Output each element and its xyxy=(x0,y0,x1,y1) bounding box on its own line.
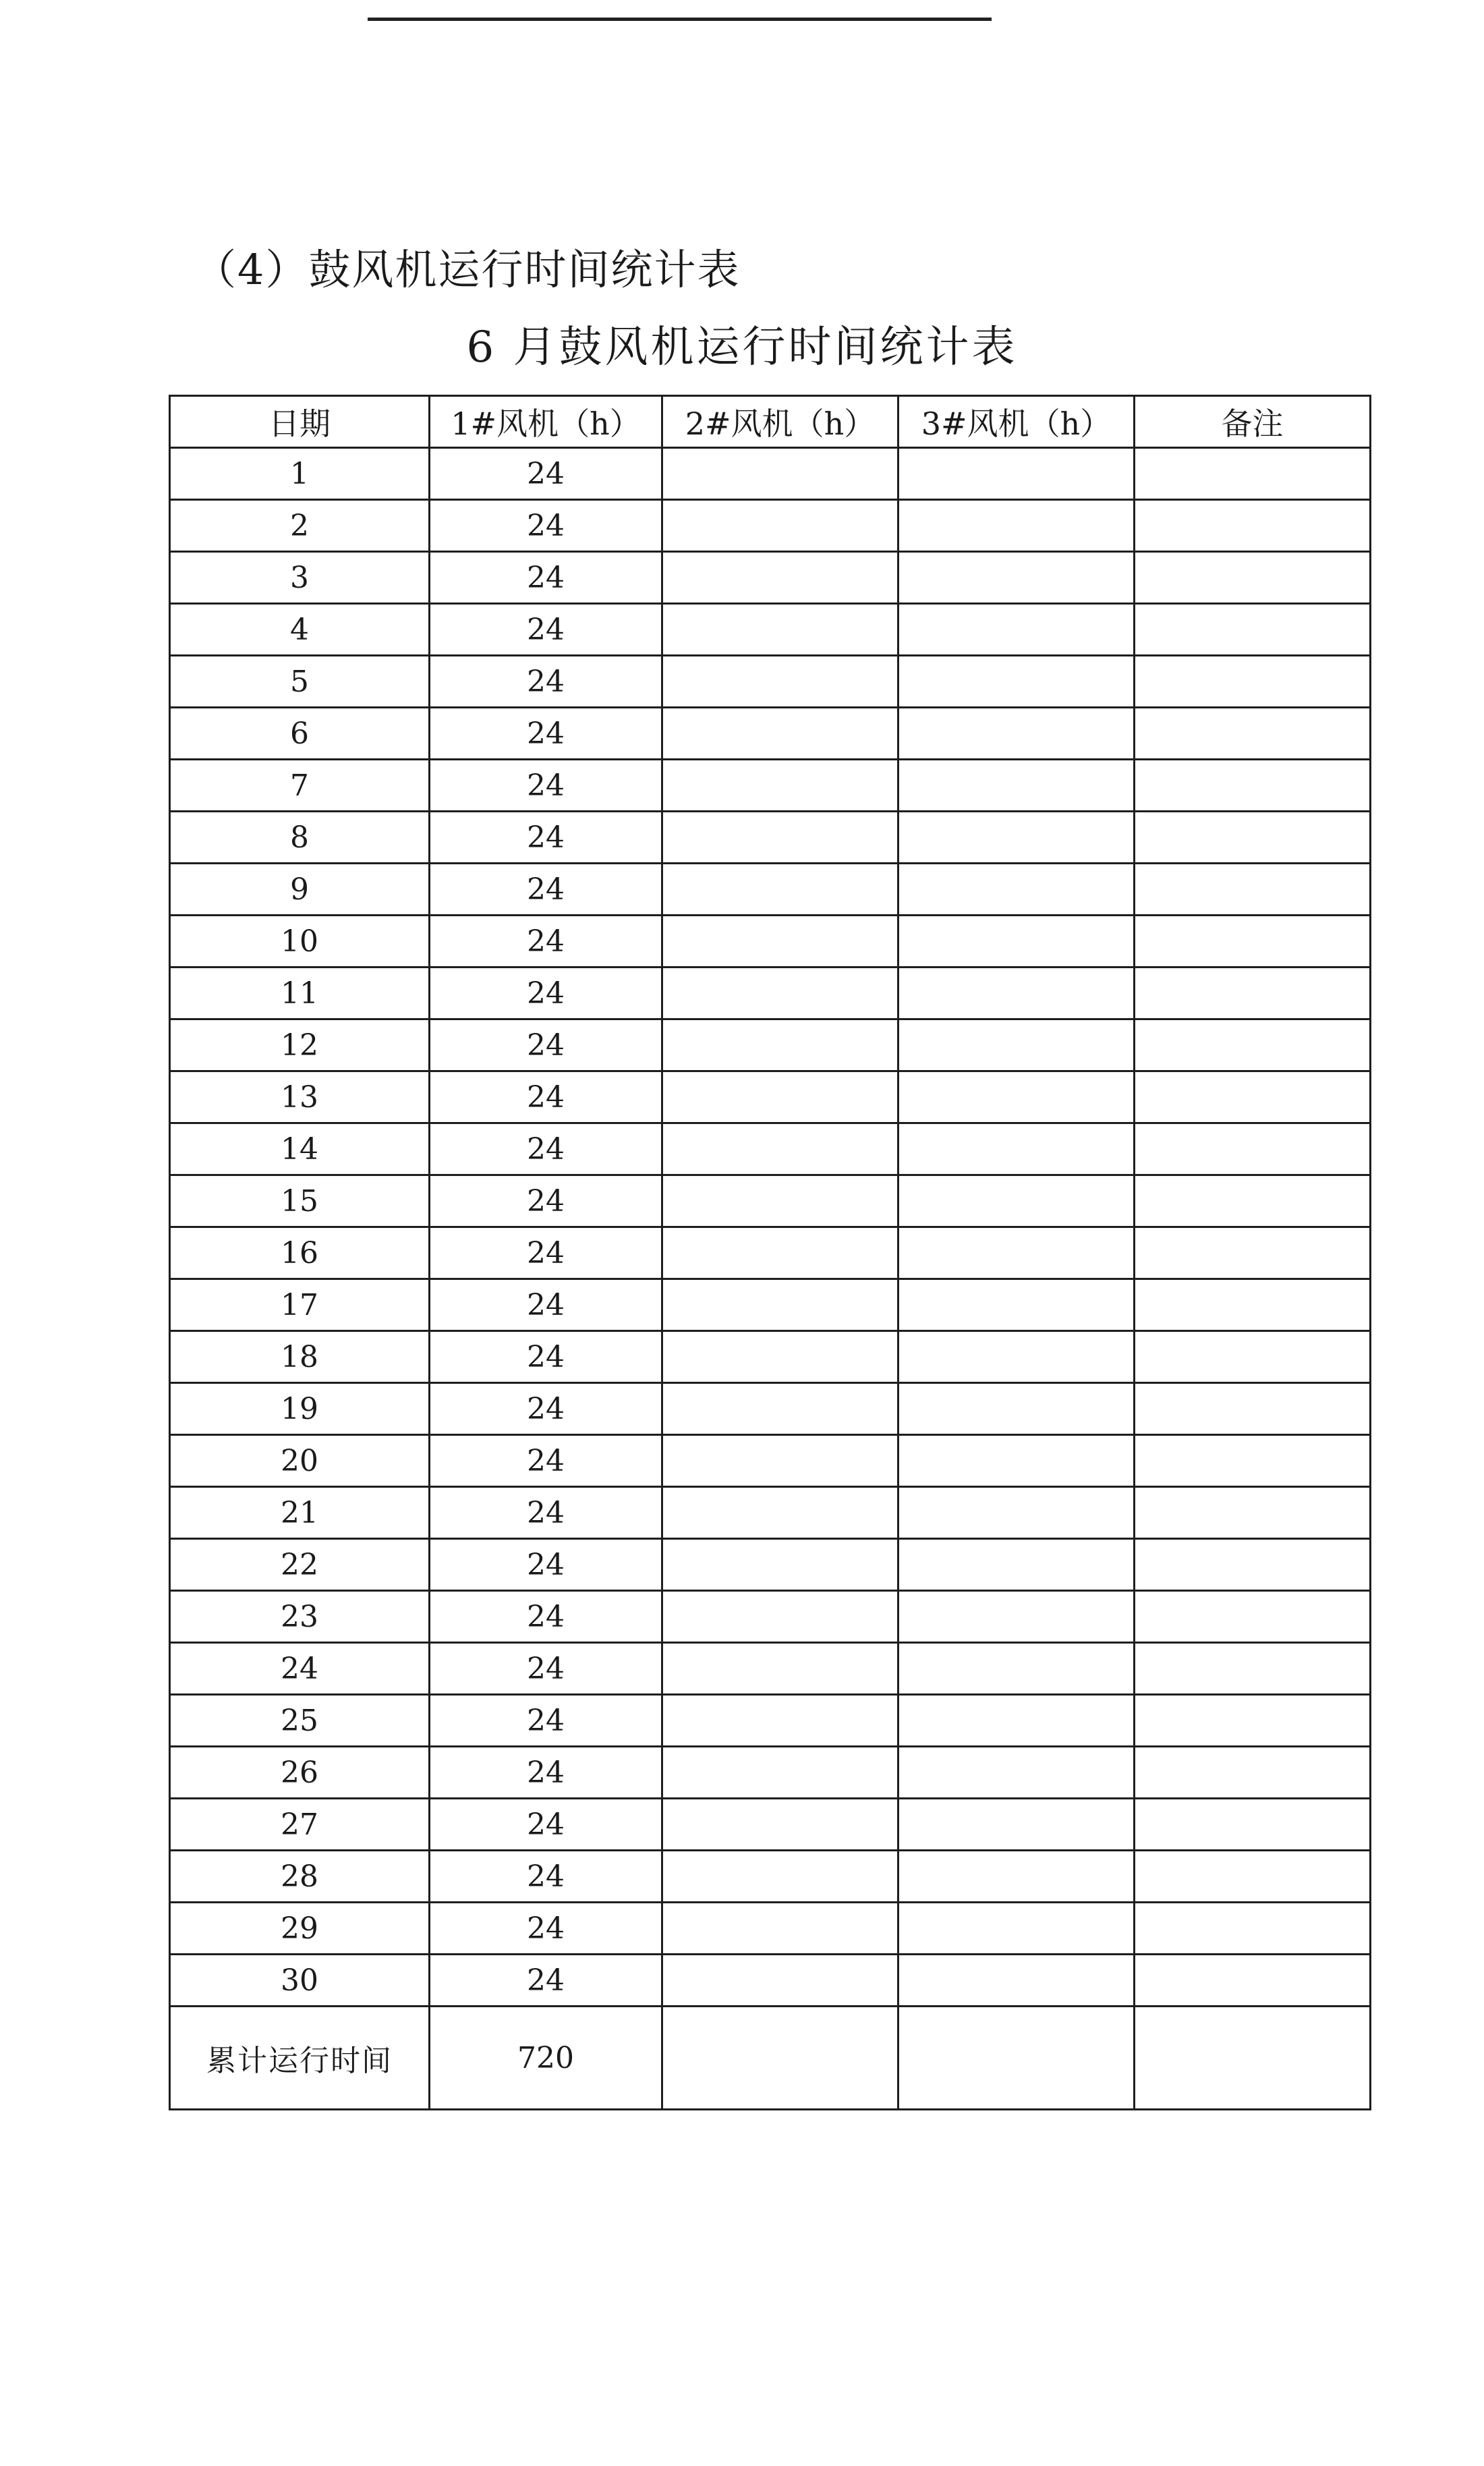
cell-fan3 xyxy=(898,1903,1135,1955)
cell-fan1: 24 xyxy=(430,1227,662,1279)
cell-fan3 xyxy=(898,760,1135,812)
cell-fan1: 24 xyxy=(430,864,662,916)
cell-day: 19 xyxy=(170,1383,430,1435)
table-row xyxy=(170,1071,1371,1123)
summary-fan1: 720 xyxy=(430,2007,662,2110)
cell-day: 3 xyxy=(170,552,430,604)
cell-note xyxy=(1135,1591,1371,1643)
cell-fan1: 24 xyxy=(430,916,662,968)
cell-note xyxy=(1135,812,1371,864)
table-row xyxy=(170,1435,1371,1487)
table-row xyxy=(170,1175,1371,1227)
cell-note xyxy=(1135,1903,1371,1955)
cell-day: 25 xyxy=(170,1695,430,1747)
cell-day: 16 xyxy=(170,1227,430,1279)
cell-day: 15 xyxy=(170,1175,430,1227)
cell-day: 28 xyxy=(170,1851,430,1903)
cell-fan2 xyxy=(662,1591,898,1643)
summary-label: 累计运行时间 xyxy=(170,2007,430,2110)
cell-fan3 xyxy=(898,1643,1135,1695)
cell-note xyxy=(1135,1747,1371,1799)
col-header-note: 备注 xyxy=(1135,396,1371,448)
cell-day: 7 xyxy=(170,760,430,812)
table-row xyxy=(170,1851,1371,1903)
cell-day: 9 xyxy=(170,864,430,916)
table-row xyxy=(170,552,1371,604)
cell-day: 6 xyxy=(170,708,430,760)
cell-day: 2 xyxy=(170,500,430,552)
cell-note xyxy=(1135,1851,1371,1903)
cell-note xyxy=(1135,1227,1371,1279)
table-row xyxy=(170,448,1371,500)
cell-fan3 xyxy=(898,1799,1135,1851)
table-row xyxy=(170,1123,1371,1175)
cell-fan2 xyxy=(662,500,898,552)
table-row xyxy=(170,968,1371,1019)
cell-fan3 xyxy=(898,552,1135,604)
cell-fan1: 24 xyxy=(430,552,662,604)
cell-fan3 xyxy=(898,656,1135,708)
cell-fan2 xyxy=(662,1695,898,1747)
cell-fan1: 24 xyxy=(430,448,662,500)
cell-fan3 xyxy=(898,1487,1135,1539)
cell-fan2 xyxy=(662,1019,898,1071)
cell-note xyxy=(1135,1487,1371,1539)
cell-fan1: 24 xyxy=(430,968,662,1019)
cell-fan3 xyxy=(898,1435,1135,1487)
cell-fan2 xyxy=(662,1487,898,1539)
cell-fan3 xyxy=(898,864,1135,916)
cell-fan2 xyxy=(662,1799,898,1851)
cell-note xyxy=(1135,604,1371,656)
cell-day: 12 xyxy=(170,1019,430,1071)
table-title: 6 月鼓风机运行时间统计表 xyxy=(466,323,1018,372)
cell-fan3 xyxy=(898,1019,1135,1071)
cell-fan2 xyxy=(662,1331,898,1383)
cell-fan1: 24 xyxy=(430,1591,662,1643)
header-row xyxy=(170,396,1371,448)
cell-fan2 xyxy=(662,1955,898,2007)
cell-fan3 xyxy=(898,1383,1135,1435)
cell-fan1: 24 xyxy=(430,1435,662,1487)
cell-note xyxy=(1135,552,1371,604)
table-row xyxy=(170,1383,1371,1435)
table-row xyxy=(170,656,1371,708)
cell-note xyxy=(1135,968,1371,1019)
cell-note xyxy=(1135,1279,1371,1331)
cell-day: 13 xyxy=(170,1071,430,1123)
cell-fan2 xyxy=(662,552,898,604)
cell-fan2 xyxy=(662,812,898,864)
cell-note xyxy=(1135,1643,1371,1695)
table-row xyxy=(170,604,1371,656)
cell-day: 21 xyxy=(170,1487,430,1539)
table-row xyxy=(170,916,1371,968)
cell-fan3 xyxy=(898,1539,1135,1591)
col-header-date: 日期 xyxy=(170,396,430,448)
cell-fan1: 24 xyxy=(430,760,662,812)
cell-fan3 xyxy=(898,1851,1135,1903)
cell-fan1: 24 xyxy=(430,604,662,656)
cell-fan3 xyxy=(898,1591,1135,1643)
cell-fan1: 24 xyxy=(430,812,662,864)
cell-fan1: 24 xyxy=(430,1175,662,1227)
cell-fan1: 24 xyxy=(430,1799,662,1851)
cell-note xyxy=(1135,1175,1371,1227)
cell-fan1: 24 xyxy=(430,1279,662,1331)
cell-day: 17 xyxy=(170,1279,430,1331)
table-row xyxy=(170,708,1371,760)
summary-fan3 xyxy=(898,2007,1135,2110)
cell-fan1: 24 xyxy=(430,1071,662,1123)
cell-day: 20 xyxy=(170,1435,430,1487)
cell-day: 10 xyxy=(170,916,430,968)
cell-note xyxy=(1135,864,1371,916)
table-row xyxy=(170,1903,1371,1955)
cell-fan2 xyxy=(662,1851,898,1903)
cell-fan3 xyxy=(898,1071,1135,1123)
cell-note xyxy=(1135,1331,1371,1383)
cell-note xyxy=(1135,448,1371,500)
cell-note xyxy=(1135,656,1371,708)
cell-day: 11 xyxy=(170,968,430,1019)
table-row xyxy=(170,760,1371,812)
cell-fan1: 24 xyxy=(430,1123,662,1175)
cell-fan2 xyxy=(662,1279,898,1331)
table-row xyxy=(170,864,1371,916)
table-row xyxy=(170,812,1371,864)
cell-fan1: 24 xyxy=(430,1539,662,1591)
cell-fan2 xyxy=(662,1071,898,1123)
cell-day: 26 xyxy=(170,1747,430,1799)
cell-fan3 xyxy=(898,968,1135,1019)
cell-fan2 xyxy=(662,916,898,968)
cell-note xyxy=(1135,1799,1371,1851)
cell-fan3 xyxy=(898,448,1135,500)
cell-fan3 xyxy=(898,1747,1135,1799)
cell-day: 5 xyxy=(170,656,430,708)
cell-fan2 xyxy=(662,1747,898,1799)
summary-fan2 xyxy=(662,2007,898,2110)
table-row xyxy=(170,1591,1371,1643)
cell-fan1: 24 xyxy=(430,1695,662,1747)
cell-fan1: 24 xyxy=(430,1331,662,1383)
table-row xyxy=(170,1227,1371,1279)
cell-fan1: 24 xyxy=(430,1747,662,1799)
runtime-table xyxy=(169,395,1371,2110)
table-row xyxy=(170,1695,1371,1747)
cell-day: 14 xyxy=(170,1123,430,1175)
table-row xyxy=(170,1955,1371,2007)
col-header-fan3: 3#风机（h） xyxy=(898,396,1135,448)
cell-fan2 xyxy=(662,656,898,708)
cell-day: 24 xyxy=(170,1643,430,1695)
table-row xyxy=(170,1487,1371,1539)
cell-fan2 xyxy=(662,604,898,656)
cell-note xyxy=(1135,1695,1371,1747)
cell-day: 18 xyxy=(170,1331,430,1383)
summary-note xyxy=(1135,2007,1371,2110)
section-heading: （4）鼓风机运行时间统计表 xyxy=(194,245,741,294)
cell-day: 4 xyxy=(170,604,430,656)
table-body xyxy=(170,448,1371,2110)
cell-note xyxy=(1135,1383,1371,1435)
col-header-fan1: 1#风机（h） xyxy=(430,396,662,448)
cell-fan3 xyxy=(898,1123,1135,1175)
cell-fan1: 24 xyxy=(430,656,662,708)
cell-fan1: 24 xyxy=(430,1019,662,1071)
col-header-fan2: 2#风机（h） xyxy=(662,396,898,448)
cell-fan2 xyxy=(662,1227,898,1279)
cell-day: 29 xyxy=(170,1903,430,1955)
table-row xyxy=(170,1799,1371,1851)
table-row xyxy=(170,500,1371,552)
table-row xyxy=(170,1019,1371,1071)
cell-fan2 xyxy=(662,708,898,760)
table-row xyxy=(170,1539,1371,1591)
cell-fan3 xyxy=(898,1227,1135,1279)
cell-fan1: 24 xyxy=(430,1383,662,1435)
table-row xyxy=(170,1747,1371,1799)
cell-note xyxy=(1135,760,1371,812)
cell-fan2 xyxy=(662,1643,898,1695)
cell-fan2 xyxy=(662,864,898,916)
table-row xyxy=(170,1331,1371,1383)
cell-fan1: 24 xyxy=(430,1903,662,1955)
cell-day: 23 xyxy=(170,1591,430,1643)
cell-fan3 xyxy=(898,604,1135,656)
cell-fan2 xyxy=(662,1383,898,1435)
cell-fan2 xyxy=(662,1903,898,1955)
cell-fan1: 24 xyxy=(430,1643,662,1695)
cell-note xyxy=(1135,916,1371,968)
cell-fan3 xyxy=(898,1955,1135,2007)
cell-fan3 xyxy=(898,916,1135,968)
cell-day: 1 xyxy=(170,448,430,500)
cell-fan2 xyxy=(662,1123,898,1175)
top-rule xyxy=(368,18,992,21)
summary-row xyxy=(170,2007,1371,2110)
cell-note xyxy=(1135,500,1371,552)
cell-fan2 xyxy=(662,968,898,1019)
cell-fan3 xyxy=(898,1175,1135,1227)
cell-note xyxy=(1135,1123,1371,1175)
cell-day: 22 xyxy=(170,1539,430,1591)
cell-note xyxy=(1135,1539,1371,1591)
cell-note xyxy=(1135,1019,1371,1071)
cell-fan3 xyxy=(898,812,1135,864)
cell-fan3 xyxy=(898,1331,1135,1383)
cell-fan2 xyxy=(662,1175,898,1227)
cell-fan1: 24 xyxy=(430,708,662,760)
cell-fan2 xyxy=(662,1539,898,1591)
cell-fan1: 24 xyxy=(430,500,662,552)
cell-note xyxy=(1135,1955,1371,2007)
cell-fan2 xyxy=(662,1435,898,1487)
cell-fan3 xyxy=(898,1695,1135,1747)
cell-day: 8 xyxy=(170,812,430,864)
cell-note xyxy=(1135,1435,1371,1487)
cell-fan2 xyxy=(662,448,898,500)
cell-note xyxy=(1135,1071,1371,1123)
cell-note xyxy=(1135,708,1371,760)
cell-fan1: 24 xyxy=(430,1487,662,1539)
cell-fan1: 24 xyxy=(430,1851,662,1903)
cell-fan1: 24 xyxy=(430,1955,662,2007)
cell-day: 30 xyxy=(170,1955,430,2007)
cell-fan3 xyxy=(898,1279,1135,1331)
table-row xyxy=(170,1279,1371,1331)
cell-fan2 xyxy=(662,760,898,812)
table-row xyxy=(170,1643,1371,1695)
cell-day: 27 xyxy=(170,1799,430,1851)
cell-fan3 xyxy=(898,500,1135,552)
cell-fan3 xyxy=(898,708,1135,760)
